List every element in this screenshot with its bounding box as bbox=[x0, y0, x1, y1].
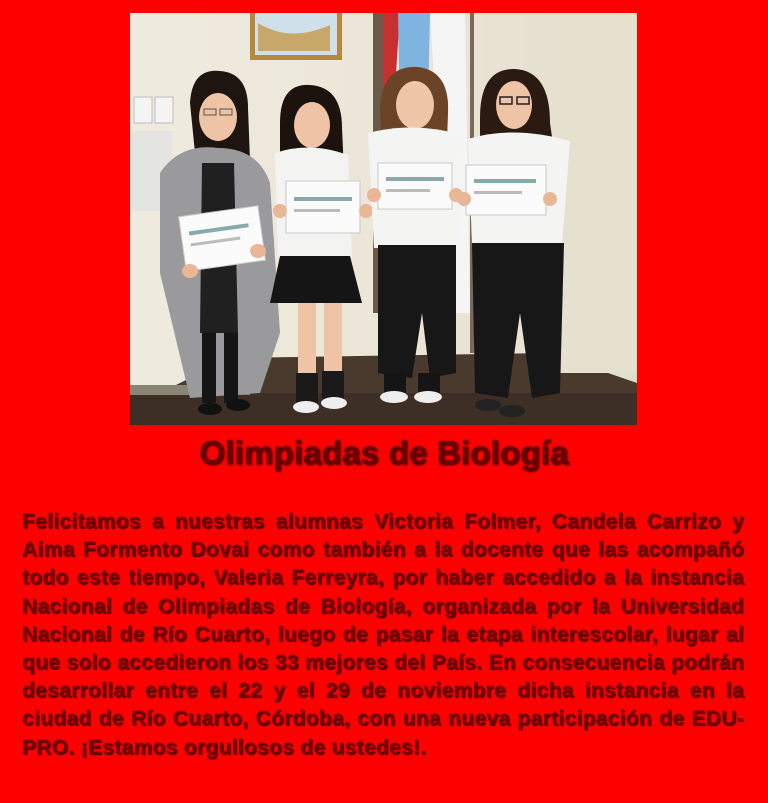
group-photo bbox=[130, 13, 637, 425]
body-paragraph: Felicitamos a nuestras alumnas Victoria Folmer, Candela Carrizo y Aima Formento Dovai como también a la docente que las acompañó todo este tiempo, Valeria Ferreyra, por haber accedido a la instancia Nacional de Olimpiadas de Biología, organizada por la Universidad Nacional de Río Cuarto, luego de pasar la etapa interescolar, lugar al que solo accedieron los 33 mejores del País. En consecuencia podrán desarrollar entre el 22 y el 29 de noviembre dicha instancia en la ciudad de Río Cuarto, Córdoba, con una nueva participación de EDU-PRO. ¡Estamos orgullosos de ustedes!. bbox=[22, 510, 744, 759]
page-title: Olimpiadas de Biología bbox=[199, 434, 569, 471]
photo-image bbox=[130, 13, 637, 425]
